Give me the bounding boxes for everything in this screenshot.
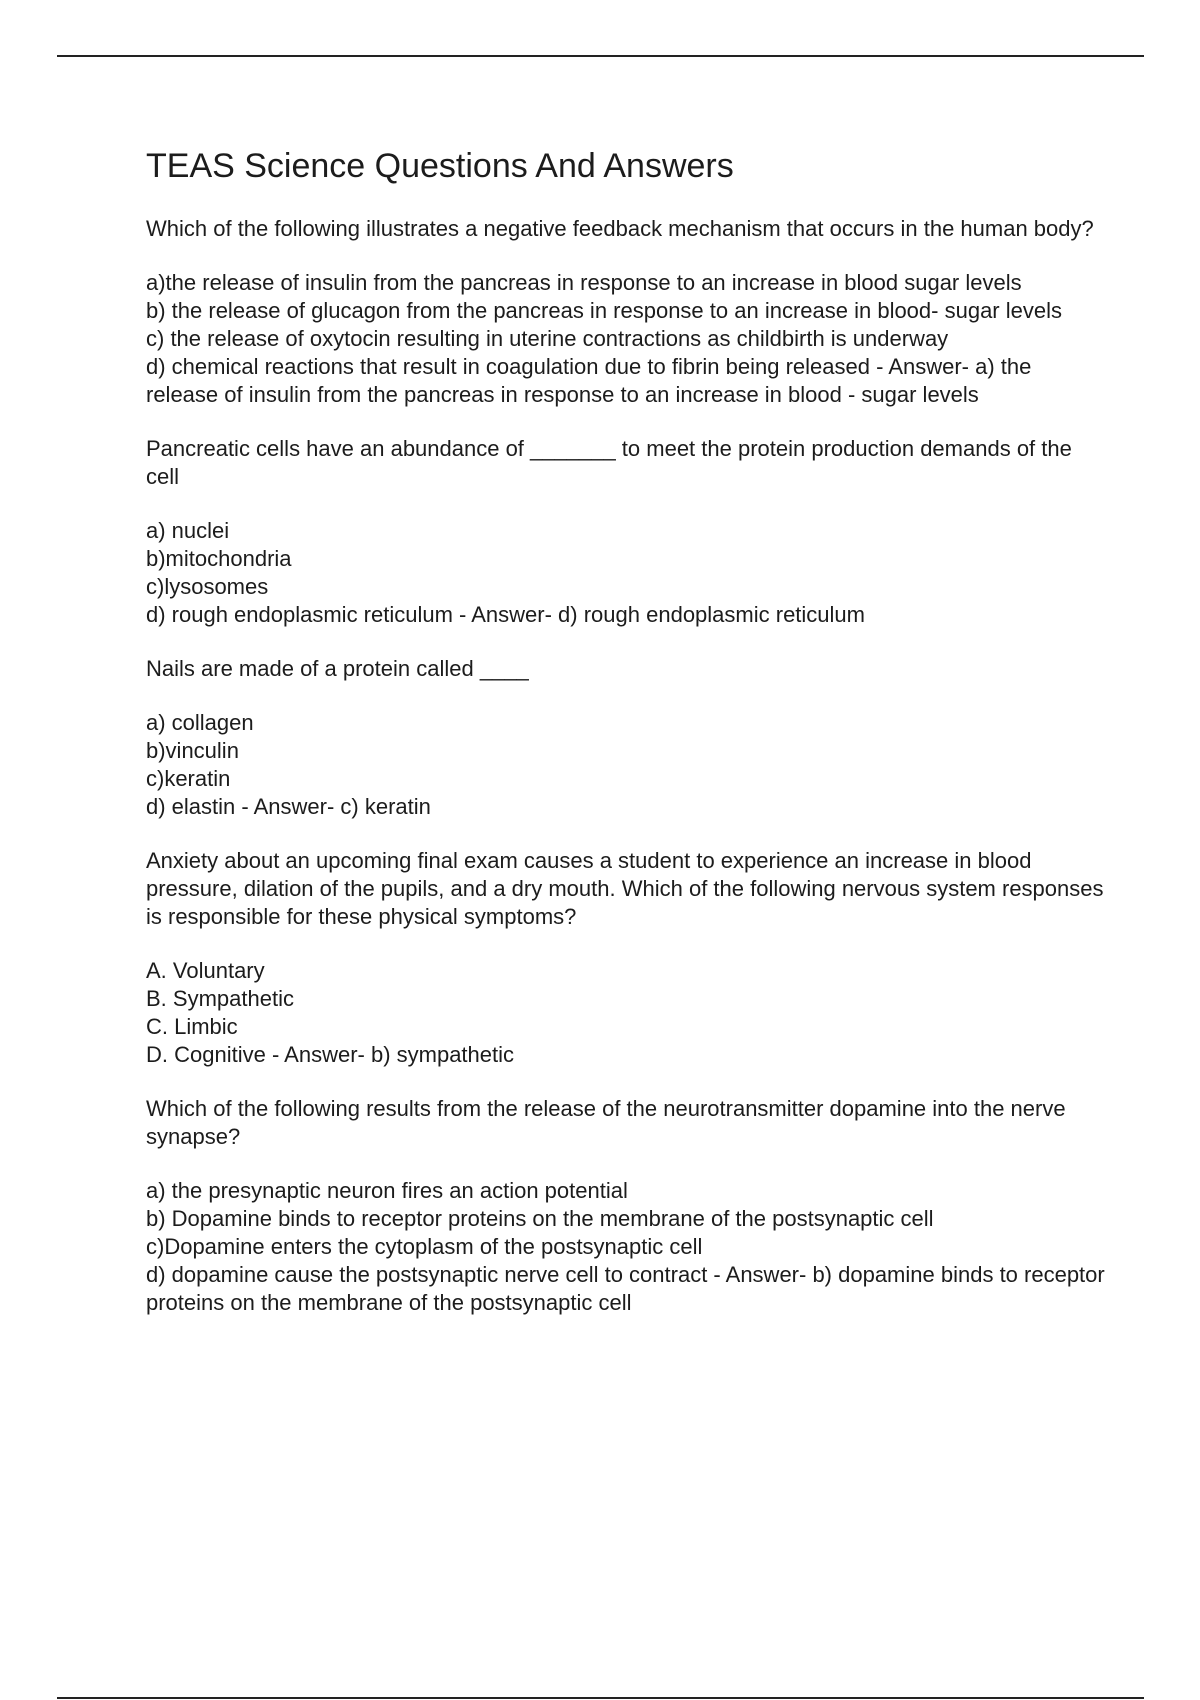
- option-a: a) the presynaptic neuron fires an action potential: [146, 1178, 628, 1203]
- question-block-5: [146, 1095, 1106, 1317]
- option-b: B. Sympathetic: [146, 986, 294, 1011]
- question-text: Pancreatic cells have an abundance of _______ to meet the protein production demands of the cell: [146, 436, 1078, 489]
- top-divider: [57, 55, 1144, 57]
- answer-options: [146, 957, 1106, 1069]
- question-text: Which of the following illustrates a negative feedback mechanism that occurs in the human body?: [146, 216, 1094, 241]
- option-c: c) the release of oxytocin resulting in uterine contractions as childbirth is underway: [146, 326, 949, 351]
- answer-options: [146, 1177, 1106, 1317]
- option-c: c)Dopamine enters the cytoplasm of the postsynaptic cell: [146, 1234, 703, 1259]
- option-a: a) nuclei: [146, 518, 230, 543]
- option-d-with-answer: D. Cognitive - Answer- b) sympathetic: [146, 1042, 515, 1067]
- question-block-1: [146, 215, 1106, 409]
- option-a: a)the release of insulin from the pancreas in response to an increase in blood sugar levels: [146, 270, 1022, 295]
- option-b: b)mitochondria: [146, 546, 292, 571]
- question-block-4: [146, 847, 1110, 1069]
- option-c: c)keratin: [146, 766, 231, 791]
- answer-options: [146, 709, 1106, 821]
- bottom-divider: [57, 1697, 1144, 1699]
- answer-options: [146, 269, 1106, 409]
- answer-options: [146, 517, 1106, 629]
- page-title: TEAS Science Questions And Answers: [146, 147, 734, 185]
- document-body: [146, 145, 1110, 1343]
- option-d-with-answer: d) dopamine cause the postsynaptic nerve cell to contract - Answer- b) dopamine binds to receptor proteins on the membrane of the postsynaptic cell: [146, 1262, 1105, 1315]
- question-text: Nails are made of a protein called ____: [146, 656, 529, 681]
- question-text: Anxiety about an upcoming final exam causes a student to experience an increase in blood pressure, dilation of the pupils, and a dry mouth. Which of the following nervous system responses is responsible for these physical symptoms?: [146, 848, 1110, 929]
- option-c: c)lysosomes: [146, 574, 269, 599]
- option-b: b)vinculin: [146, 738, 239, 763]
- option-d-with-answer: d) elastin - Answer- c) keratin: [146, 794, 431, 819]
- option-a: a) collagen: [146, 710, 254, 735]
- question-block-2: [146, 435, 1106, 629]
- option-b: b) the release of glucagon from the pancreas in response to an increase in blood- sugar levels: [146, 298, 1062, 323]
- option-a: A. Voluntary: [146, 958, 265, 983]
- option-b: b) Dopamine binds to receptor proteins on the membrane of the postsynaptic cell: [146, 1206, 934, 1231]
- option-d-with-answer: d) chemical reactions that result in coagulation due to fibrin being released - Answer- a) the release of insulin from the pancreas in response to an increase in blood - sugar levels: [146, 354, 1032, 407]
- question-text: Which of the following results from the release of the neurotransmitter dopamine into the nerve synapse?: [146, 1096, 1072, 1149]
- option-d-with-answer: d) rough endoplasmic reticulum - Answer- d) rough endoplasmic reticulum: [146, 602, 865, 627]
- option-c: C. Limbic: [146, 1014, 238, 1039]
- question-block-3: [146, 655, 1106, 821]
